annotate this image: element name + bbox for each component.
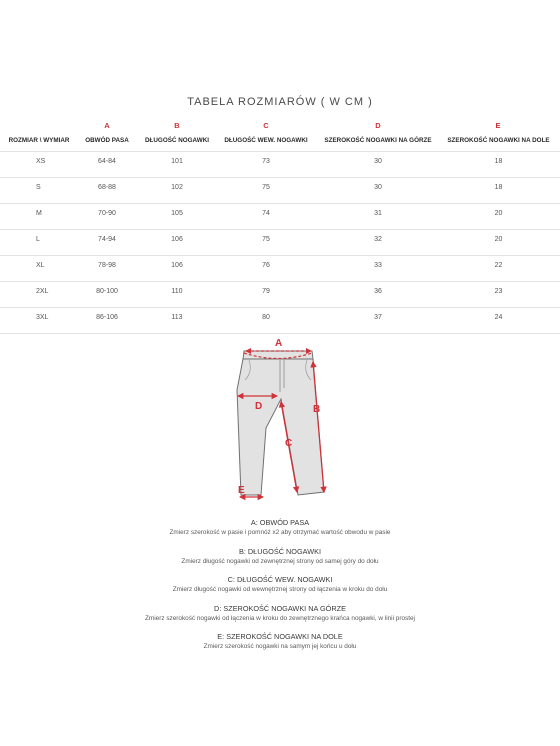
divider bbox=[0, 203, 560, 204]
diagram-label-a: A bbox=[275, 338, 283, 349]
cell-top-width: 32 bbox=[374, 236, 382, 243]
diagram-label-e: E bbox=[238, 485, 245, 496]
cell-bottom-width: 20 bbox=[494, 236, 503, 243]
cell-waist: 64-84 bbox=[98, 158, 116, 165]
cell-inseam: 74 bbox=[262, 210, 270, 217]
diagram-label-d: D bbox=[255, 401, 263, 412]
legend-title: D: SZEROKOŚĆ NOGAWKI NA GÓRZE bbox=[214, 603, 346, 613]
table-row bbox=[0, 158, 560, 172]
header-bottom-width: SZEROKOŚĆ NOGAWKI NA DOLE bbox=[447, 137, 550, 144]
header-waist: OBWÓD PASA bbox=[85, 137, 129, 144]
page-title: TABELA ROZMIARÓW ( W CM ) bbox=[187, 96, 373, 108]
diagram-label-b: B bbox=[313, 404, 321, 415]
legend-item bbox=[0, 604, 560, 624]
cell-inseam: 79 bbox=[262, 288, 270, 295]
letter-d: D bbox=[375, 121, 381, 130]
header-size: ROZMIAR \ WYMIAR bbox=[8, 137, 70, 144]
cell-top-width: 33 bbox=[374, 262, 382, 269]
legend-item bbox=[0, 547, 560, 567]
cell-leg-length: 113 bbox=[171, 314, 183, 321]
diagram-label-c: C bbox=[285, 438, 293, 449]
cell-inseam: 75 bbox=[262, 184, 270, 191]
cell-size: XL bbox=[36, 262, 45, 269]
table-row bbox=[0, 210, 560, 224]
pants-body bbox=[237, 359, 324, 495]
cell-waist: 68-88 bbox=[98, 184, 116, 191]
measure-letters-row bbox=[0, 121, 560, 135]
cell-waist: 80-100 bbox=[96, 288, 118, 295]
cell-leg-length: 101 bbox=[171, 158, 183, 165]
header-inseam: DŁUGOŚĆ WEW. NOGAWKI bbox=[224, 137, 308, 144]
cell-waist: 78-98 bbox=[98, 262, 116, 269]
cell-leg-length: 106 bbox=[171, 236, 183, 243]
legend-item bbox=[0, 632, 560, 652]
cell-top-width: 30 bbox=[374, 184, 382, 191]
table-row bbox=[0, 262, 560, 276]
divider bbox=[0, 151, 560, 152]
cell-bottom-width: 24 bbox=[494, 314, 503, 321]
cell-bottom-width: 18 bbox=[494, 158, 503, 165]
table-row bbox=[0, 236, 560, 250]
legend-title: C: DŁUGOŚĆ WEW. NOGAWKI bbox=[227, 575, 333, 584]
letter-a: A bbox=[104, 121, 110, 130]
table-row bbox=[0, 288, 560, 302]
legend-description: Zmierz szerokość nogawki na samym jej końcu u dołu bbox=[203, 643, 357, 650]
legend-title: E: SZEROKOŚĆ NOGAWKI NA DOLE bbox=[217, 632, 343, 641]
letter-b: B bbox=[174, 121, 180, 130]
cell-size: 2XL bbox=[36, 288, 49, 295]
cell-bottom-width: 18 bbox=[494, 184, 503, 191]
divider bbox=[0, 229, 560, 230]
cell-leg-length: 110 bbox=[171, 288, 183, 295]
cell-inseam: 73 bbox=[262, 158, 270, 165]
pants-waistband bbox=[243, 351, 313, 359]
letter-e: E bbox=[495, 121, 501, 130]
cell-leg-length: 105 bbox=[171, 210, 183, 217]
cell-waist: 86-106 bbox=[96, 314, 118, 321]
table-row bbox=[0, 314, 560, 328]
divider bbox=[0, 255, 560, 256]
legend-item bbox=[0, 518, 560, 538]
legend-title: B: DŁUGOŚĆ NOGAWKI bbox=[238, 546, 322, 556]
letter-c: C bbox=[263, 121, 269, 130]
cell-leg-length: 106 bbox=[171, 262, 183, 269]
divider bbox=[0, 307, 560, 308]
legend-description: Zmierz długość nogawki od wewnętrznej strony od łączenia w kroku do dołu bbox=[172, 586, 388, 593]
cell-top-width: 30 bbox=[374, 158, 382, 165]
cell-inseam: 75 bbox=[262, 236, 270, 243]
cell-size: L bbox=[36, 236, 40, 243]
legend-item bbox=[0, 575, 560, 595]
header-top-width: SZEROKOŚĆ NOGAWKI NA GÓRZE bbox=[324, 137, 432, 144]
cell-top-width: 36 bbox=[374, 288, 382, 295]
cell-inseam: 76 bbox=[262, 262, 270, 269]
cell-size: XS bbox=[36, 158, 46, 165]
table-header-row bbox=[0, 137, 560, 151]
header-leg-length: DŁUGOŚĆ NOGAWKI bbox=[144, 137, 210, 144]
divider bbox=[0, 281, 560, 282]
cell-top-width: 37 bbox=[374, 314, 382, 321]
cell-size: S bbox=[36, 184, 41, 191]
legend-description: Zmierz szerokość nogawki od łączenia w kroku do zewnętrznego krańca nogawki, w linii prostej bbox=[145, 614, 415, 622]
cell-bottom-width: 22 bbox=[494, 262, 503, 269]
pants-diagram bbox=[225, 332, 335, 510]
legend-description: Zmierz szerokość w pasie i pomnóż x2 aby otrzymać wartość obwodu w pasie bbox=[169, 529, 391, 536]
legend-title: A: OBWÓD PASA bbox=[250, 518, 310, 527]
divider bbox=[0, 177, 560, 178]
cell-bottom-width: 23 bbox=[494, 288, 503, 295]
cell-leg-length: 102 bbox=[171, 184, 183, 191]
legend-description: Zmierz długość nogawki od zewnętrznej strony od samej góry do dołu bbox=[181, 557, 379, 565]
cell-inseam: 80 bbox=[262, 314, 270, 321]
cell-waist: 70-90 bbox=[98, 210, 116, 217]
cell-top-width: 31 bbox=[374, 210, 382, 217]
cell-bottom-width: 20 bbox=[494, 210, 503, 217]
cell-size: M bbox=[36, 210, 42, 217]
table-row bbox=[0, 184, 560, 198]
cell-size: 3XL bbox=[36, 314, 49, 321]
cell-waist: 74-94 bbox=[98, 236, 116, 243]
